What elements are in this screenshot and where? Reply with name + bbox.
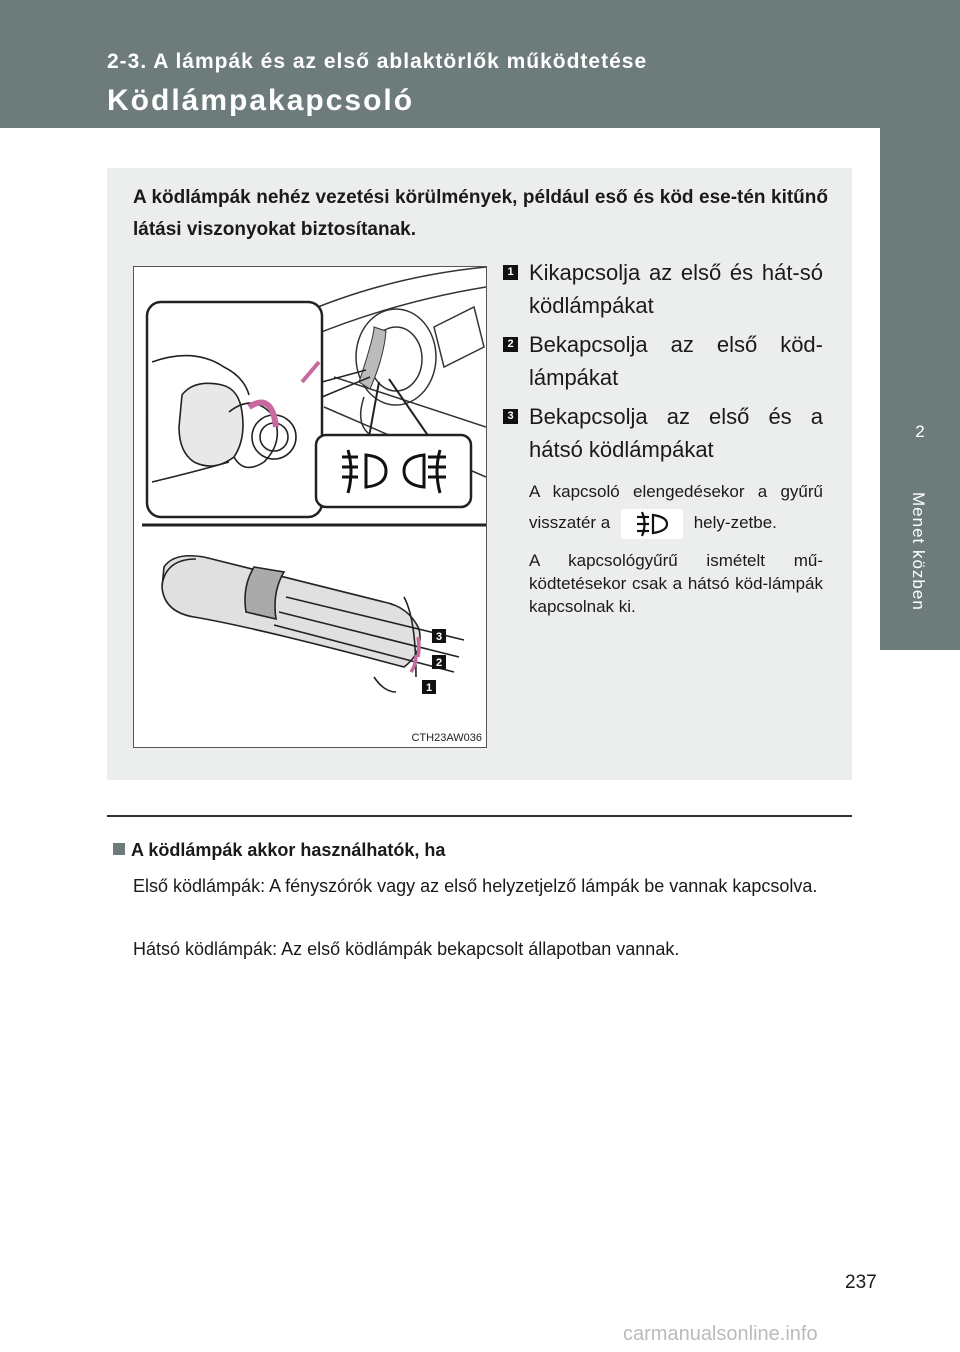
note-release-after: hely-zetbe. [693, 513, 777, 532]
rear-fog-usage: Hátsó ködlámpák: Az első ködlámpák bekapcsolt állapotban vannak. [133, 939, 680, 959]
section-divider [107, 815, 852, 817]
page-title: Ködlámpakapcsoló [107, 84, 415, 117]
intro-text: A ködlámpák nehéz vezetési körülmények, például eső és köd ese-tén kitűnő látási viszonyokat biztosítanak. [133, 187, 828, 240]
step-item [503, 400, 823, 466]
chapter-label: Menet közben [909, 492, 928, 611]
chapter-number: 2 [915, 422, 925, 441]
figure-code: CTH23AW036 [411, 732, 482, 744]
step-item [503, 256, 823, 322]
steps-list [503, 256, 823, 618]
note-release [503, 476, 823, 539]
fog-switch-drawing [134, 267, 486, 747]
side-tab-chapter[interactable] [880, 392, 960, 650]
front-fog-usage: Első ködlámpák: A fényszórók vagy az első helyzetjelző lámpák be vannak kapcsolva. [133, 876, 818, 896]
side-tab-top [880, 0, 960, 392]
step-text: Bekapcsolja az első és a hátsó ködlámpákat [529, 404, 823, 462]
step-number-badge: 1 [503, 265, 518, 280]
step-text: Bekapcsolja az első köd-lámpákat [529, 332, 823, 390]
step-text: Kikapcsolja az első és hát-só ködlámpákat [529, 260, 823, 318]
note-release-before: A kapcsoló elengedésekor a gyűrű visszatér a [529, 482, 823, 532]
chapter-side-tab [880, 0, 960, 1352]
step-number-badge: 3 [503, 409, 518, 424]
info-box [107, 168, 852, 780]
callout-3-label: 3 [435, 631, 443, 643]
page-header [0, 0, 880, 128]
fog-switch-illustration [133, 266, 487, 748]
note-repeat: A kapcsológyűrű ismételt mű-ködtetésekor csak a hátsó köd-lámpák kapcsolnak ki. [529, 550, 823, 616]
page-number: 237 [845, 1272, 877, 1293]
section-title: 2-3. A lámpák és az első ablaktörlők működtetése [107, 50, 648, 73]
usage-heading [113, 840, 445, 861]
stalk-lever [162, 556, 464, 692]
callout-2-label: 2 [435, 657, 443, 669]
front-fog-light-icon [621, 509, 683, 539]
step-item [503, 328, 823, 394]
watermark: carmanualsonline.info [623, 1323, 818, 1345]
callout-1-label: 1 [425, 682, 433, 694]
step-number-badge: 2 [503, 337, 518, 352]
fog-symbol-panel [316, 435, 471, 507]
usage-heading-text: A ködlámpák akkor használhatók, ha [131, 840, 446, 860]
heading-square-icon [113, 843, 125, 855]
